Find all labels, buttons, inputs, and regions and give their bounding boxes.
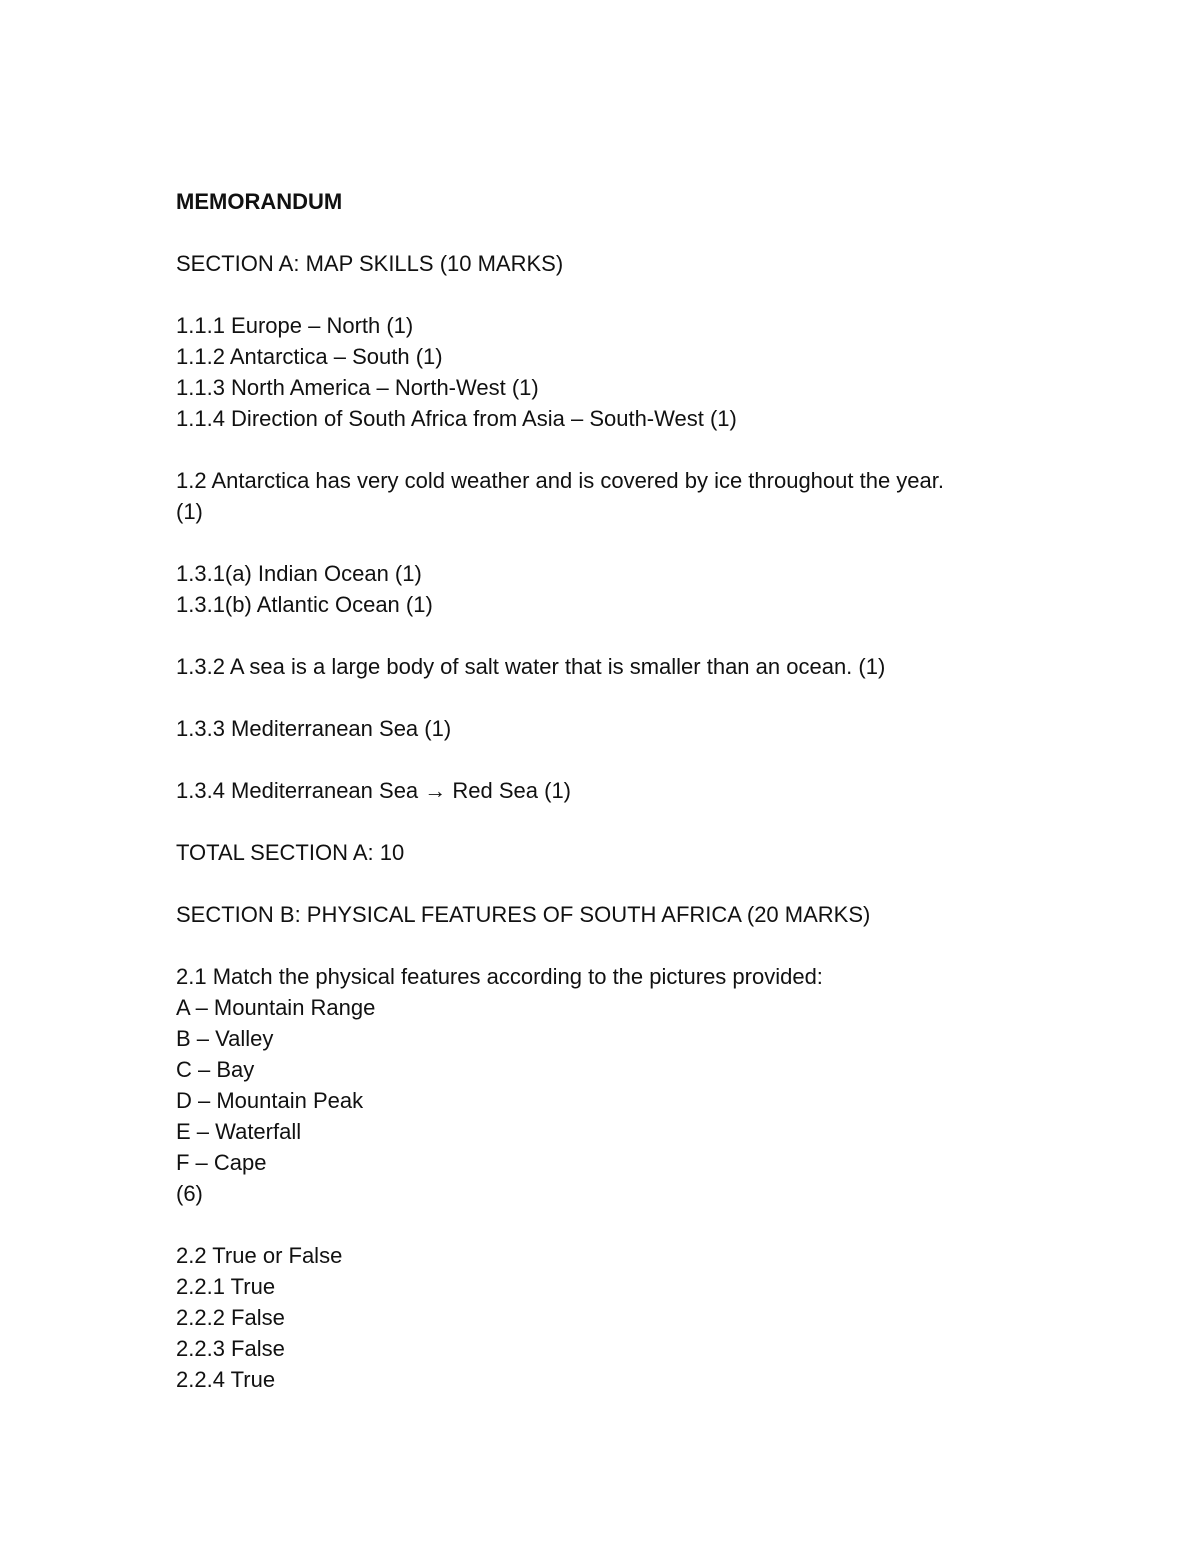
document-page bbox=[176, 186, 1136, 1395]
spacer bbox=[176, 279, 1136, 310]
section-a-total: TOTAL SECTION A: 10 bbox=[176, 840, 405, 865]
answer-1-1-2: 1.1.2 Antarctica – South (1) bbox=[176, 344, 443, 369]
answer-1-1-3: 1.1.3 North America – North-West (1) bbox=[176, 375, 539, 400]
spacer bbox=[176, 682, 1136, 713]
answer-1-2-marks: (1) bbox=[176, 499, 203, 524]
document-title: MEMORANDUM bbox=[176, 189, 343, 214]
answer-2-1-a: A – Mountain Range bbox=[176, 995, 376, 1020]
spacer bbox=[176, 806, 1136, 837]
answer-1-3-1b: 1.3.1(b) Atlantic Ocean (1) bbox=[176, 592, 433, 617]
section-b-heading: SECTION B: PHYSICAL FEATURES OF SOUTH AFRICA (20 MARKS) bbox=[176, 902, 871, 927]
spacer bbox=[176, 620, 1136, 651]
answer-2-1-b: B – Valley bbox=[176, 1026, 274, 1051]
answer-2-1-marks: (6) bbox=[176, 1181, 203, 1206]
answer-2-2-2: 2.2.2 False bbox=[176, 1305, 285, 1330]
answer-2-1-f: F – Cape bbox=[176, 1150, 267, 1175]
answer-2-2-4: 2.2.4 True bbox=[176, 1367, 276, 1392]
answer-1-2: 1.2 Antarctica has very cold weather and is covered by ice throughout the year. bbox=[176, 468, 945, 493]
answer-1-3-3: 1.3.3 Mediterranean Sea (1) bbox=[176, 716, 452, 741]
spacer bbox=[176, 744, 1136, 775]
answer-1-3-2: 1.3.2 A sea is a large body of salt water that is smaller than an ocean. (1) bbox=[176, 654, 886, 679]
spacer bbox=[176, 527, 1136, 558]
spacer bbox=[176, 217, 1136, 248]
answer-1-3-1a: 1.3.1(a) Indian Ocean (1) bbox=[176, 561, 422, 586]
answer-1-3-4: 1.3.4 Mediterranean Sea → Red Sea (1) bbox=[176, 778, 572, 803]
section-a-heading: SECTION A: MAP SKILLS (10 MARKS) bbox=[176, 251, 564, 276]
spacer bbox=[176, 868, 1136, 899]
spacer bbox=[176, 434, 1136, 465]
answer-2-1-e: E – Waterfall bbox=[176, 1119, 302, 1144]
spacer bbox=[176, 1209, 1136, 1240]
spacer bbox=[176, 930, 1136, 961]
answer-2-1-c: C – Bay bbox=[176, 1057, 255, 1082]
answer-2-1-d: D – Mountain Peak bbox=[176, 1088, 364, 1113]
answer-1-1-4: 1.1.4 Direction of South Africa from Asia – South-West (1) bbox=[176, 406, 737, 431]
answer-2-2-3: 2.2.3 False bbox=[176, 1336, 285, 1361]
question-2-2-heading: 2.2 True or False bbox=[176, 1243, 343, 1268]
answer-2-2-1: 2.2.1 True bbox=[176, 1274, 276, 1299]
answer-1-1-1: 1.1.1 Europe – North (1) bbox=[176, 313, 414, 338]
question-2-1-prompt: 2.1 Match the physical features according to the pictures provided: bbox=[176, 964, 823, 989]
